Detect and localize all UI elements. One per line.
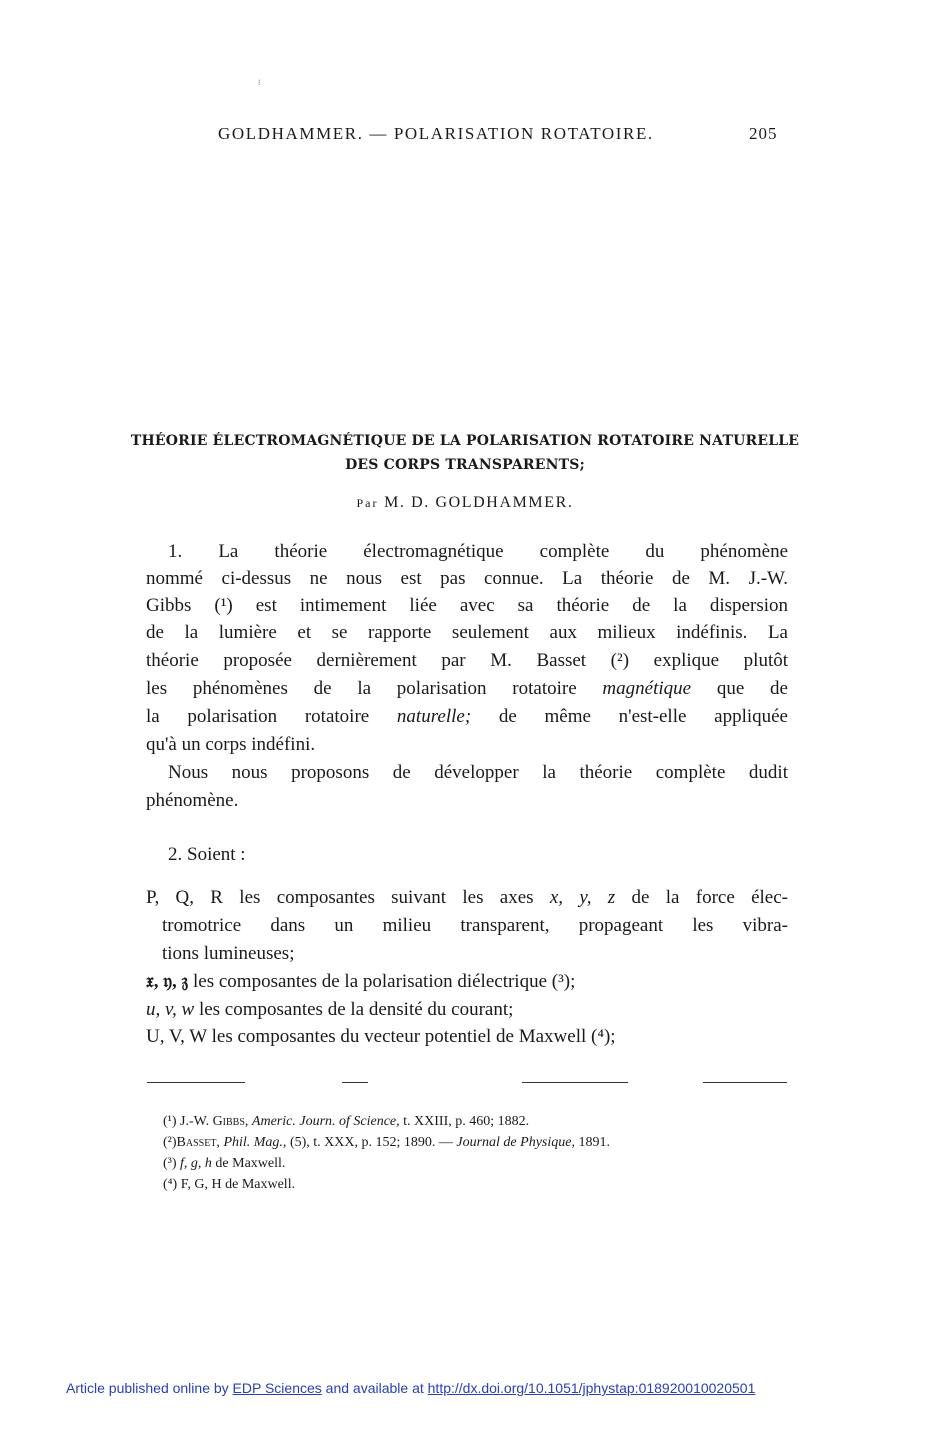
footnote-1 [163, 1111, 529, 1132]
footnote-2 [163, 1132, 610, 1153]
footnote-journal: Journal de Physique, [456, 1135, 575, 1150]
byline-author: M. D. GOLDHAMMER. [384, 494, 574, 511]
footnote-text: de Maxwell. [215, 1156, 286, 1171]
footnote-rule [522, 1082, 628, 1083]
publisher-link[interactable]: EDP Sciences [232, 1380, 322, 1396]
footnote-author: J.-W. Gibbs, [180, 1114, 249, 1129]
footnote-journal: Phil. Mag., [223, 1135, 287, 1150]
definition-line [146, 884, 788, 911]
footer-text: Article published online by [66, 1380, 229, 1396]
definition-line: tromotrice dans un milieu transparent, propageant les vibra- [162, 915, 788, 936]
footnote-text: (5), t. XXX, p. 152; 1890. — [289, 1135, 453, 1150]
doi-link[interactable]: http://dx.doi.org/10.1051/jphystap:018920010020501 [427, 1380, 756, 1396]
line-text: de même n'est-elle appliquée [471, 706, 788, 727]
paragraph-line: Nous nous proposons de développer la théorie complète dudit [168, 762, 788, 783]
line-text: les composantes de la polarisation diélectrique (³); [188, 971, 576, 992]
footnote-rule [147, 1082, 245, 1083]
paragraph-line [146, 675, 788, 702]
line-text: les composantes de la densité du courant; [194, 999, 514, 1020]
axis-variables: x, y, z [549, 887, 616, 908]
footnote-mark: (⁴) [163, 1177, 178, 1192]
footnote-text: 1891. [578, 1135, 610, 1150]
paragraph-line: théorie proposée dernièrement par M. Basset (²) explique plutôt [146, 650, 788, 671]
line-text: de la force élec- [615, 887, 788, 908]
article-title-line-2: DES CORPS TRANSPARENTS; [345, 457, 585, 473]
definition-line: tions lumineuses; [162, 943, 295, 964]
footnote-journal: Americ. Journ. of Science, [251, 1114, 400, 1129]
paragraph-line [146, 703, 788, 730]
footnote-4 [163, 1174, 295, 1195]
line-text: les phénomènes de la polarisation rotatoire [146, 678, 603, 699]
footnote-text: t. XXIII, p. 460; 1882. [403, 1114, 530, 1129]
footnote-text: F, G, H de Maxwell. [180, 1177, 296, 1192]
definition-line [146, 996, 788, 1023]
scan-speck: ⁝ [258, 78, 261, 87]
paragraph-line: nommé ci-dessus ne nous est pas connue. La théorie de M. J.-W. [146, 568, 788, 589]
line-text: la polarisation rotatoire [146, 706, 397, 727]
footnote-mark: (¹) [163, 1114, 177, 1129]
paragraph-line: de la lumière et se rapporte seulement aux milieux indéfinis. La [146, 622, 788, 643]
polarisation-symbols: 𝔵, 𝔶, 𝔷 [146, 971, 189, 992]
footnote-rule [342, 1082, 368, 1083]
paragraph-line: phénomène. [146, 790, 239, 811]
footnote-3 [163, 1153, 285, 1174]
footnote-rule [703, 1082, 787, 1083]
definition-line: U, V, W les composantes du vecteur potentiel de Maxwell (⁴); [146, 1026, 616, 1047]
byline [0, 494, 930, 512]
section-2-heading: 2. Soient : [168, 844, 246, 865]
footnote-variables: f, g, h [180, 1156, 212, 1171]
footnote-mark: (³) [163, 1156, 177, 1171]
definition-line [146, 968, 788, 995]
publication-footer [66, 1380, 755, 1396]
line-text: P, Q, R les composantes suivant les axes [146, 887, 550, 908]
current-symbols: u, v, w [146, 999, 195, 1020]
paragraph-line: 1. La théorie électromagnétique complète du phénomène [168, 541, 788, 562]
paragraph-line: Gibbs (¹) est intimement liée avec sa théorie de la dispersion [146, 595, 788, 616]
page-number: 205 [749, 124, 778, 143]
byline-prefix: Par [356, 496, 379, 510]
running-head: GOLDHAMMER. — POLARISATION ROTATOIRE. [218, 124, 654, 143]
footer-text: and available at [325, 1380, 424, 1396]
line-text: que de [691, 678, 788, 699]
footnote-mark: (²) [163, 1135, 177, 1150]
emphasis-naturelle: naturelle; [396, 706, 472, 727]
paragraph-line: qu'à un corps indéfini. [146, 734, 316, 755]
footnote-author: Basset, [176, 1135, 220, 1150]
emphasis-magnetique: magnétique [602, 678, 692, 699]
article-title-line-1: THÉORIE ÉLECTROMAGNÉTIQUE DE LA POLARISATION ROTATOIRE NATURELLE [130, 433, 800, 449]
